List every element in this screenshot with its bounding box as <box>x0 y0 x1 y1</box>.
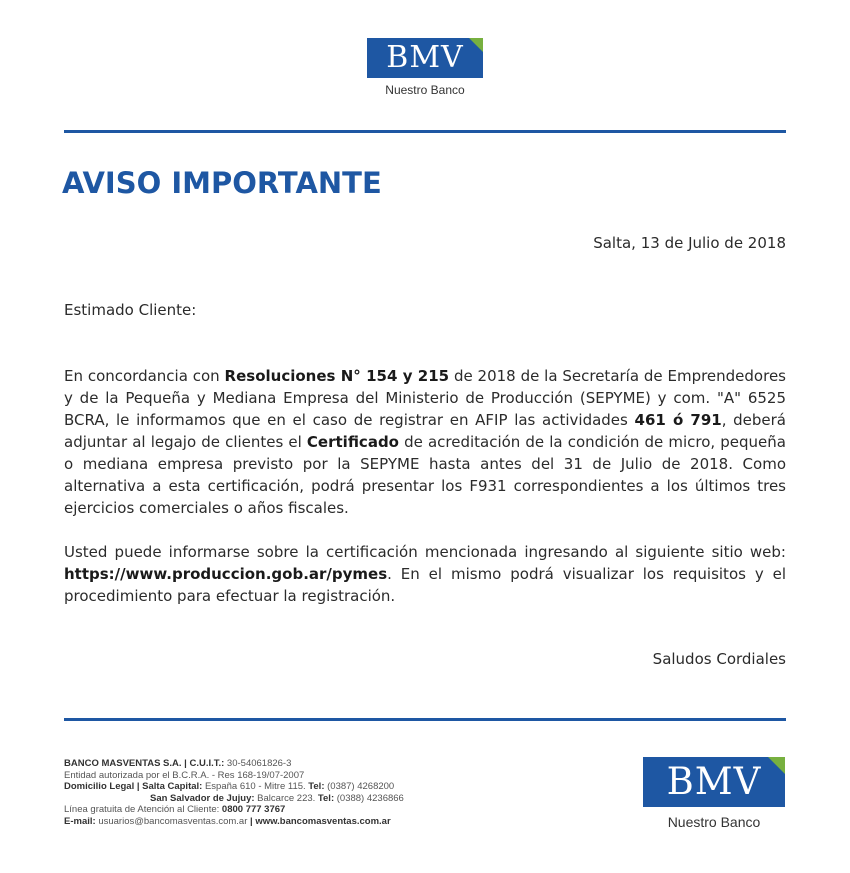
logo-tagline: Nuestro Banco <box>385 83 465 97</box>
jujuy-address: Balcarce 223. <box>254 792 318 804</box>
footer-logo-tagline: Nuestro Banco <box>667 814 761 830</box>
cuit: 30-54061826-3 <box>224 758 292 769</box>
p1-text-3: , deberá adjuntar al legajo de clientes el <box>64 411 786 451</box>
company-name: BANCO MASVENTAS S.A. | C.U.I.T.: <box>64 758 225 769</box>
header-logo <box>367 38 483 97</box>
email-address[interactable]: usuarios@bancomasventas.com.ar <box>95 815 251 827</box>
paragraph-2 <box>64 541 786 607</box>
p2-text-1: Usted puede informarse sobre la certificación mencionada ingresando al siguiente sitio web: <box>64 543 786 561</box>
letter-body <box>64 365 786 629</box>
footer-logo <box>643 757 785 830</box>
footer-logo-text: BMV <box>666 760 762 803</box>
footer-jujuy <box>64 793 404 805</box>
tel-label-1: Tel: <box>308 781 325 792</box>
footer-info <box>64 758 404 827</box>
page-title: AVISO IMPORTANTE <box>62 166 382 200</box>
hotline-number: 0800 777 3767 <box>221 804 286 815</box>
p1-text-4: de acreditación de la condición de micro, pequeña o mediana empresa previsto por la SEPYME hasta antes del 31 de Julio de 2018. Como alternativa a esta certificación, podrá presentar los F931 correspondientes a los últimos tres ejercicios comerciales o años fiscales. <box>64 433 786 517</box>
website-link[interactable]: https://www.produccion.gob.ar/pymes <box>64 565 388 583</box>
separator: | <box>250 815 256 827</box>
footer-entity: Entidad autorizada por el B.C.R.A. - Res 168-19/07-2007 <box>64 769 305 781</box>
logo-mark <box>367 38 483 78</box>
logo-text: BMV <box>386 40 464 75</box>
p1-text-2: de 2018 de la Secretaría de Emprendedores y de la Pequeña y Mediana Empresa del Ministerio de Producción (SEPYME) y com. "A" 6525 BCRA, le informamos que en el caso de registrar en AFIP las actividades <box>64 367 786 429</box>
letter-date: Salta, 13 de Julio de 2018 <box>593 234 786 252</box>
footer-legal <box>64 781 404 793</box>
greeting: Estimado Cliente: <box>64 301 197 319</box>
resolutions-bold: Resoluciones N° 154 y 215 <box>224 367 450 385</box>
footer-logo-mark <box>643 757 785 807</box>
footer-company <box>64 758 404 770</box>
tel-2: (0388) 4236866 <box>334 792 404 804</box>
p2-text-2: . En el mismo podrá visualizar los requisitos y el procedimiento para efectuar la registración. <box>64 565 786 605</box>
activities-bold: 461 ó 791 <box>634 411 722 429</box>
tel-label-2: Tel: <box>317 792 335 804</box>
footer-logo-corner-accent <box>768 757 785 774</box>
top-divider <box>64 130 786 133</box>
logo-corner-accent <box>469 38 483 52</box>
legal-address: España 610 - Mitre 115. <box>202 781 309 792</box>
p1-text-1: En concordancia con <box>64 367 225 385</box>
tel-1: (0387) 4268200 <box>324 781 395 792</box>
paragraph-1 <box>64 365 786 519</box>
bottom-divider <box>64 718 786 721</box>
jujuy-label: San Salvador de Jujuy: <box>150 792 255 804</box>
footer-contact <box>64 816 404 828</box>
closing: Saludos Cordiales <box>652 650 786 668</box>
certificate-bold: Certificado <box>306 433 399 451</box>
website-footer[interactable]: www.bancomasventas.com.ar <box>255 815 391 827</box>
footer-hotline <box>64 804 404 816</box>
email-label: E-mail: <box>64 815 96 827</box>
legal-label: Domicilio Legal | Salta Capital: <box>64 781 203 792</box>
hotline-label: Línea gratuita de Atención al Cliente: <box>64 804 222 815</box>
